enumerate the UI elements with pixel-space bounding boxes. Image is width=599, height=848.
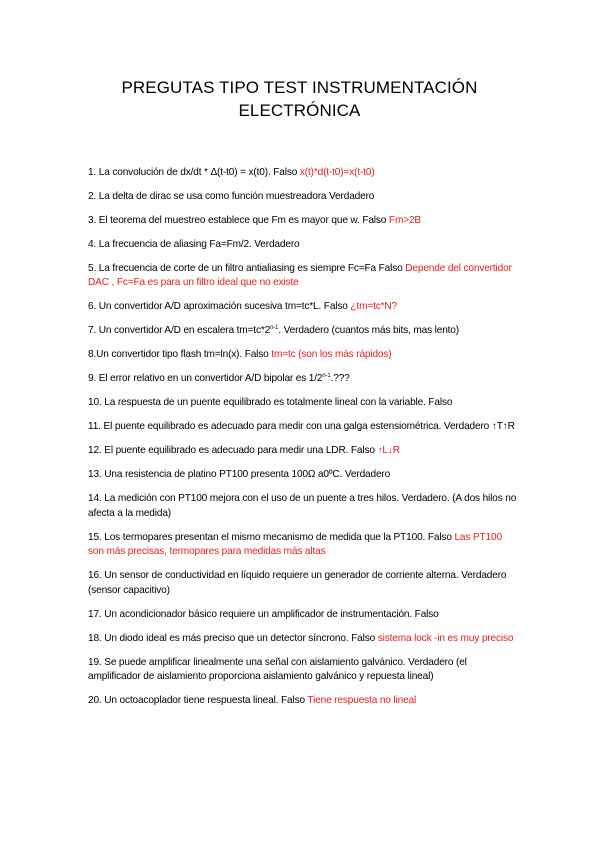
question-text: 15. Los termopares presentan el mismo mecanismo de medida que la PT100. Falso [88, 531, 455, 543]
question-item [88, 468, 518, 482]
question-item [88, 531, 518, 560]
question-text: 19. Se puede amplificar linealmente una señal con aislamiento galvánico. Verdadero (el amplificador de aislamiento proporciona aislamiento galvánico y repuesta lineal) [88, 656, 467, 683]
question-item [88, 324, 518, 338]
question-text-continued: . Verdadero (cuantos más bits, mas lento) [278, 325, 459, 337]
question-text: 8.Un convertidor tipo flash tm=ln(x). Falso [88, 349, 272, 361]
answer-note: Tiene respuesta no lineal [307, 695, 417, 707]
question-item [88, 656, 518, 685]
answer-note: ↑L↓R [377, 445, 400, 457]
question-text: 7. Un convertidor A/D en escalera tm=tc*2 [88, 325, 271, 337]
question-item [88, 632, 518, 646]
answer-note: ¿tm=tc*N? [350, 301, 398, 313]
answer-note: x(t)*d(t-t0)=x(t-t0) [299, 167, 375, 178]
question-text: 11. El puente equilibrado es adecuado para medir con una galga estensiométrica. Verdadero ↑T↑R [88, 421, 515, 433]
question-text-continued: .??? [330, 373, 350, 385]
question-item [88, 396, 518, 410]
question-item [88, 569, 518, 598]
question-text: 18. Un diodo ideal es más preciso que un detector síncrono. Falso [88, 632, 378, 644]
document-title-line-1: PREGUTAS TIPO TEST INSTRUMENTACIÓN [121, 78, 478, 97]
question-item [88, 238, 518, 252]
question-item [88, 694, 518, 708]
question-list [88, 166, 518, 718]
question-text: 5. La frecuencia de corte de un filtro antialiasing es siempre Fc=Fa Falso [88, 263, 406, 274]
question-item [88, 262, 518, 291]
question-item [88, 420, 518, 434]
question-item [88, 444, 518, 458]
question-item [88, 300, 518, 314]
question-text: 20. Un octoacoplador tiene respuesta lineal. Falso [88, 695, 308, 707]
question-item [88, 492, 518, 521]
question-item [88, 348, 518, 362]
question-text: 1. La convolución de dx/dt * Δ(t-t0) = x(t0). Falso [88, 167, 300, 178]
question-superscript: n-1 [322, 373, 331, 380]
question-item [88, 214, 518, 228]
question-text: 4. La frecuencia de aliasing Fa=Fm/2. Verdadero [88, 239, 300, 250]
question-superscript: n-1 [270, 325, 279, 332]
question-text: 17. Un acondicionador básico requiere un amplificador de instrumentación. Falso [88, 608, 439, 620]
answer-note: Las PT100 son más precisas, termopares para medidas más altas [88, 531, 502, 558]
question-text: 6. Un convertidor A/D aproximación sucesiva tm=tc*L. Falso [88, 301, 351, 313]
question-item [88, 372, 518, 386]
question-text: 3. El teorema del muestreo establece que Fm es mayor que w. Falso [88, 215, 389, 226]
question-text: 13. Una resistencia de platino PT100 presenta 100Ω a0ºC. Verdadero [88, 469, 391, 481]
answer-note: Depende del convertidor DAC , Fc=Fa es para un filtro ideal que no existe [88, 263, 512, 289]
question-text: 12. El puente equilibrado es adecuado para medir una LDR. Falso [88, 445, 378, 457]
answer-note: sistema lock -in es muy preciso [377, 632, 514, 644]
answer-note: tm=tc (son los más rápidos) [271, 349, 392, 361]
question-item [88, 166, 518, 180]
answer-note: Fm>2B [388, 215, 421, 226]
document-title-line-2: ELECTRÓNICA [238, 101, 361, 120]
question-text: 16. Un sensor de conductividad en líquido requiere un generador de corriente alterna. Verdadero (sensor capacitivo) [88, 570, 507, 596]
question-text: 14. La medición con PT100 mejora con el uso de un puente a tres hilos. Verdadero. (A dos hilos no afecta a la medida) [88, 493, 517, 519]
question-text: 2. La delta de dirac se usa como función muestreadora Verdadero [88, 191, 375, 202]
question-text: 10. La respuesta de un puente equilibrado es totalmente lineal con la variable. Falso [88, 397, 453, 409]
question-item [88, 608, 518, 622]
question-item [88, 190, 518, 204]
question-text: 9. El error relativo en un convertidor A/D bipolar es 1/2 [88, 373, 323, 385]
